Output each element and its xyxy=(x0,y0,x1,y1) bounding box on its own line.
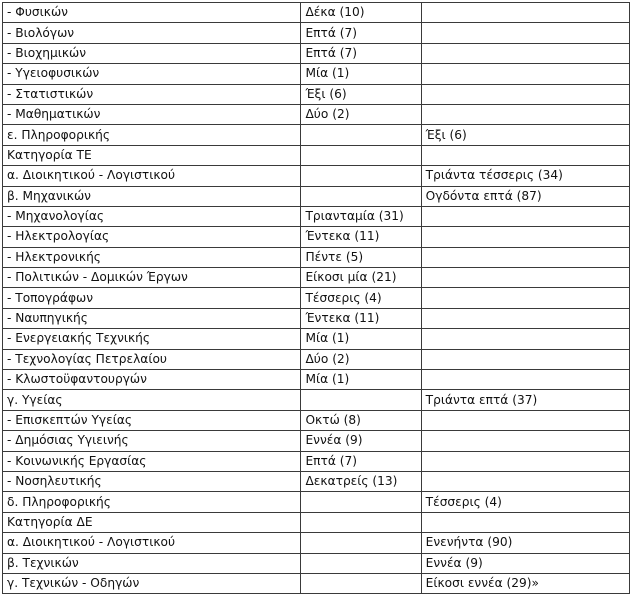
row-total-cell xyxy=(421,288,629,308)
table-row xyxy=(3,227,630,247)
table-row xyxy=(3,349,630,369)
row-label-cell: - Νοσηλευτικής xyxy=(3,471,301,491)
row-count-cell: Εννέα (9) xyxy=(301,431,421,451)
row-total-cell xyxy=(421,512,629,532)
table-row xyxy=(3,268,630,288)
row-total-cell xyxy=(421,84,629,104)
table-row xyxy=(3,451,630,471)
row-label-cell: Κατηγορία ΤΕ xyxy=(3,145,301,165)
row-count-cell xyxy=(301,125,421,145)
row-count-cell: Έντεκα (11) xyxy=(301,308,421,328)
row-count-cell xyxy=(301,145,421,165)
row-count-cell: Τέσσερις (4) xyxy=(301,288,421,308)
table-row xyxy=(3,573,630,593)
table-row xyxy=(3,370,630,390)
row-count-cell: Πέντε (5) xyxy=(301,247,421,267)
table-body xyxy=(3,3,630,594)
row-total-cell xyxy=(421,206,629,226)
table-row xyxy=(3,471,630,491)
row-label-cell: - Στατιστικών xyxy=(3,84,301,104)
row-label-cell: - Τοπογράφων xyxy=(3,288,301,308)
table-row xyxy=(3,206,630,226)
row-total-cell: Ογδόντα επτά (87) xyxy=(421,186,629,206)
row-total-cell xyxy=(421,471,629,491)
row-total-cell: Είκοσι εννέα (29)» xyxy=(421,573,629,593)
row-total-cell xyxy=(421,23,629,43)
row-label-cell: - Πολιτικών - Δομικών Έργων xyxy=(3,268,301,288)
positions-table xyxy=(2,2,630,594)
row-count-cell xyxy=(301,390,421,410)
table-row xyxy=(3,410,630,430)
row-count-cell xyxy=(301,186,421,206)
table-row xyxy=(3,431,630,451)
row-total-cell xyxy=(421,227,629,247)
row-label-cell: - Επισκεπτών Υγείας xyxy=(3,410,301,430)
row-label-cell: - Ενεργειακής Τεχνικής xyxy=(3,329,301,349)
table-row xyxy=(3,166,630,186)
row-count-cell: Μία (1) xyxy=(301,64,421,84)
row-total-cell: Τέσσερις (4) xyxy=(421,492,629,512)
row-count-cell: Είκοσι μία (21) xyxy=(301,268,421,288)
row-label-cell: - Φυσικών xyxy=(3,3,301,23)
row-total-cell xyxy=(421,349,629,369)
row-total-cell xyxy=(421,247,629,267)
row-total-cell xyxy=(421,329,629,349)
row-label-cell: - Μηχανολογίας xyxy=(3,206,301,226)
table-row xyxy=(3,329,630,349)
row-total-cell xyxy=(421,3,629,23)
row-total-cell xyxy=(421,431,629,451)
row-label-cell: - Ναυπηγικής xyxy=(3,308,301,328)
row-label-cell: γ. Τεχνικών - Οδηγών xyxy=(3,573,301,593)
table-row xyxy=(3,288,630,308)
row-count-cell xyxy=(301,553,421,573)
row-count-cell xyxy=(301,166,421,186)
row-label-cell: - Κοινωνικής Εργασίας xyxy=(3,451,301,471)
row-label-cell: δ. Πληροφορικής xyxy=(3,492,301,512)
row-count-cell: Έξι (6) xyxy=(301,84,421,104)
row-total-cell: Έξι (6) xyxy=(421,125,629,145)
row-label-cell: α. Διοικητικού - Λογιστικού xyxy=(3,533,301,553)
table-row xyxy=(3,64,630,84)
row-total-cell: Εννέα (9) xyxy=(421,553,629,573)
row-label-cell: α. Διοικητικού - Λογιστικού xyxy=(3,166,301,186)
row-count-cell xyxy=(301,512,421,532)
table-row xyxy=(3,84,630,104)
row-label-cell: - Υγειοφυσικών xyxy=(3,64,301,84)
row-count-cell: Δύο (2) xyxy=(301,349,421,369)
table-row xyxy=(3,104,630,124)
row-label-cell: Κατηγορία ΔΕ xyxy=(3,512,301,532)
row-label-cell: β. Μηχανικών xyxy=(3,186,301,206)
table-row xyxy=(3,390,630,410)
row-total-cell xyxy=(421,64,629,84)
table-row xyxy=(3,308,630,328)
row-label-cell: - Βιοχημικών xyxy=(3,43,301,63)
row-label-cell: - Ηλεκτρολογίας xyxy=(3,227,301,247)
table-row xyxy=(3,43,630,63)
table-row xyxy=(3,247,630,267)
row-total-cell xyxy=(421,104,629,124)
row-label-cell: - Βιολόγων xyxy=(3,23,301,43)
row-count-cell xyxy=(301,573,421,593)
row-count-cell: Επτά (7) xyxy=(301,43,421,63)
row-total-cell xyxy=(421,451,629,471)
row-label-cell: - Τεχνολογίας Πετρελαίου xyxy=(3,349,301,369)
row-label-cell: - Κλωστοϋφαντουργών xyxy=(3,370,301,390)
row-total-cell xyxy=(421,145,629,165)
table-row xyxy=(3,23,630,43)
row-count-cell: Έντεκα (11) xyxy=(301,227,421,247)
row-total-cell: Ενενήντα (90) xyxy=(421,533,629,553)
table-row xyxy=(3,125,630,145)
row-total-cell: Τριάντα τέσσερις (34) xyxy=(421,166,629,186)
table-row xyxy=(3,492,630,512)
row-count-cell: Οκτώ (8) xyxy=(301,410,421,430)
table-row xyxy=(3,512,630,532)
table-row xyxy=(3,3,630,23)
row-count-cell: Μία (1) xyxy=(301,370,421,390)
table-row xyxy=(3,186,630,206)
row-total-cell xyxy=(421,268,629,288)
row-total-cell xyxy=(421,308,629,328)
row-label-cell: - Μαθηματικών xyxy=(3,104,301,124)
row-count-cell xyxy=(301,533,421,553)
row-total-cell: Τριάντα επτά (37) xyxy=(421,390,629,410)
table-row xyxy=(3,553,630,573)
row-count-cell: Δέκα (10) xyxy=(301,3,421,23)
row-label-cell: - Ηλεκτρονικής xyxy=(3,247,301,267)
row-count-cell: Δύο (2) xyxy=(301,104,421,124)
row-label-cell: γ. Υγείας xyxy=(3,390,301,410)
row-label-cell: - Δημόσιας Υγιεινής xyxy=(3,431,301,451)
row-count-cell: Επτά (7) xyxy=(301,451,421,471)
row-count-cell: Τριανταμία (31) xyxy=(301,206,421,226)
row-count-cell: Δεκατρείς (13) xyxy=(301,471,421,491)
row-total-cell xyxy=(421,410,629,430)
row-label-cell: β. Τεχνικών xyxy=(3,553,301,573)
row-label-cell: ε. Πληροφορικής xyxy=(3,125,301,145)
table-row xyxy=(3,145,630,165)
row-count-cell: Επτά (7) xyxy=(301,23,421,43)
row-count-cell: Μία (1) xyxy=(301,329,421,349)
row-total-cell xyxy=(421,43,629,63)
table-row xyxy=(3,533,630,553)
row-total-cell xyxy=(421,370,629,390)
row-count-cell xyxy=(301,492,421,512)
